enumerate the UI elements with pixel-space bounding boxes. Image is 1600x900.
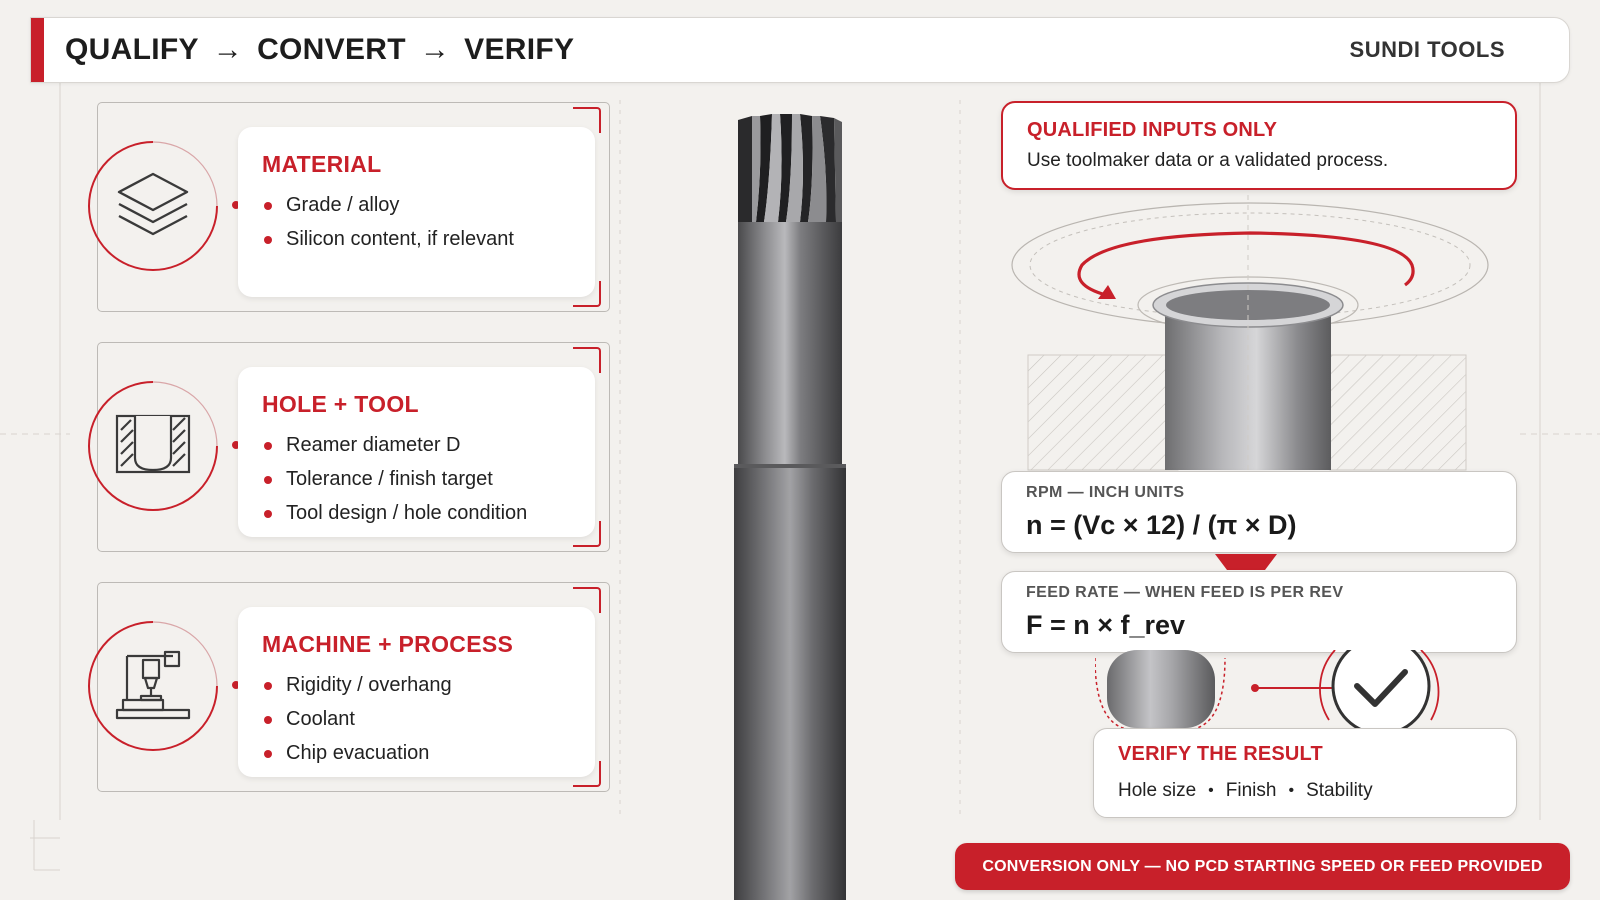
list-item: Silicon content, if relevant xyxy=(262,228,571,251)
flow-arrow: → xyxy=(212,33,244,66)
list-item: Grade / alloy xyxy=(262,194,571,217)
material-panel xyxy=(238,127,595,297)
machine-process-title: MACHINE + PROCESS xyxy=(262,631,514,657)
bullet-separator: • xyxy=(1288,782,1295,799)
material-icon-ring xyxy=(87,140,219,272)
hole-tool-card xyxy=(97,342,610,552)
verify-illustration xyxy=(1095,650,1475,740)
layers-icon xyxy=(113,166,193,246)
verify-result-card xyxy=(1093,728,1517,818)
hole-tool-panel xyxy=(238,367,595,537)
material-card xyxy=(97,102,610,312)
rpm-formula-card xyxy=(1001,471,1517,553)
material-title: MATERIAL xyxy=(262,151,382,177)
qualified-title: QUALIFIED INPUTS ONLY xyxy=(1027,119,1278,141)
feed-formula: F = n × f_rev xyxy=(1026,610,1186,640)
chevron-down-icon xyxy=(1215,554,1277,570)
reamer-tool-illustration xyxy=(730,112,850,900)
hole-tool-title: HOLE + TOOL xyxy=(262,391,419,417)
verify-item: Stability xyxy=(1306,780,1373,801)
list-item: Tolerance / finish target xyxy=(262,468,571,491)
rpm-formula: n = (Vc × 12) / (π × D) xyxy=(1026,510,1297,540)
list-item: Chip evacuation xyxy=(262,742,571,765)
machine-spindle-icon xyxy=(113,646,193,726)
verify-title: VERIFY THE RESULT xyxy=(1118,743,1323,765)
header-bar xyxy=(30,17,1570,83)
list-item: Rigidity / overhang xyxy=(262,674,571,697)
hole-cross-section-illustration xyxy=(1000,195,1520,475)
checkmark-icon xyxy=(1333,650,1429,734)
step-verify: VERIFY xyxy=(464,33,575,66)
brand-name: SUNDI TOOLS xyxy=(1349,37,1505,62)
list-item: Tool design / hole condition xyxy=(262,502,571,525)
rpm-label: RPM — INCH UNITS xyxy=(1026,484,1185,501)
list-item: Coolant xyxy=(262,708,571,731)
step-convert: CONVERT xyxy=(257,33,406,66)
conversion-disclaimer-banner: CONVERSION ONLY — NO PCD STARTING SPEED OR FEED PROVIDED xyxy=(955,843,1570,890)
step-qualify: QUALIFY xyxy=(65,33,199,66)
flow-arrow: → xyxy=(419,33,451,66)
verify-item: Hole size xyxy=(1118,780,1197,801)
machine-process-panel xyxy=(238,607,595,777)
machine-icon-ring xyxy=(87,620,219,752)
list-item: Reamer diameter D xyxy=(262,434,571,457)
process-flow-title xyxy=(65,18,574,82)
hole-tool-icon-ring xyxy=(87,380,219,512)
qualified-inputs-callout xyxy=(1001,101,1517,190)
header-accent-stripe xyxy=(31,18,44,82)
feed-label: FEED RATE — WHEN FEED IS PER REV xyxy=(1026,584,1344,601)
feed-formula-card xyxy=(1001,571,1517,653)
verify-checklist xyxy=(1118,780,1492,802)
qualified-text: Use toolmaker data or a validated process. xyxy=(1027,150,1389,171)
bullet-separator: • xyxy=(1208,782,1214,799)
verify-item: Finish xyxy=(1225,780,1277,801)
machine-process-card xyxy=(97,582,610,792)
hole-section-icon xyxy=(113,406,193,486)
